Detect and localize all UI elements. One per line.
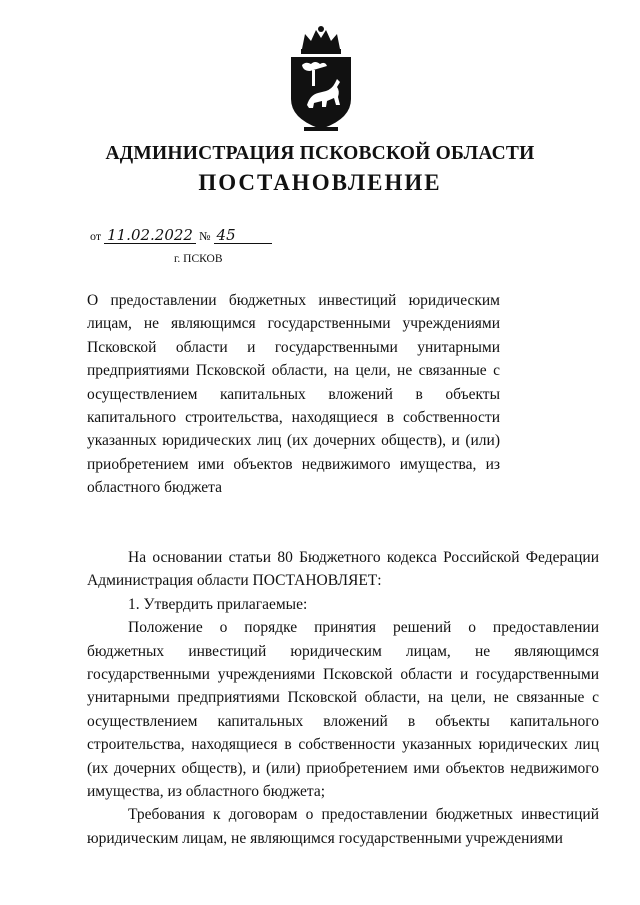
document-body bbox=[87, 546, 599, 850]
body-paragraph-item1: 1. Утвердить прилагаемые: bbox=[128, 595, 308, 613]
document-type-title: ПОСТАНОВЛЕНИЕ bbox=[198, 170, 442, 195]
document-subject: О предоставлении бюджетных инвестиций юридическим лицам, не являющимся государственными учреждениями Псковской области и государственными унитарными предприятиями Псковской области, на цели, не связанные с осуществлением капитальных вложений в объекты капитального строительства, находящиеся в собственности указанных юридических лиц (их дочерних обществ), и (или) приобретением ими объектов недвижимого имущества, из областного бюджета bbox=[87, 292, 500, 497]
body-paragraph-intro: На основании статьи 80 Бюджетного кодекса Российской Федерации Администрация области ПОСТАНОВЛЯЕТ: bbox=[87, 549, 599, 590]
city-label: г. ПСКОВ bbox=[174, 253, 223, 265]
date-number-line bbox=[90, 227, 272, 244]
document-number: 45 bbox=[214, 227, 272, 244]
coat-of-arms-icon bbox=[280, 25, 362, 133]
organization-title: АДМИНИСТРАЦИЯ ПСКОВСКОЙ ОБЛАСТИ bbox=[105, 143, 535, 164]
number-label: № bbox=[199, 229, 211, 243]
body-paragraph-item1-b: Требования к договорам о предоставлении бюджетных инвестиций юридическим лицам, не являющимся государственными учреждениями bbox=[87, 806, 599, 847]
body-paragraph-item1-a: Положение о порядке принятия решений о предоставлении бюджетных инвестиций юридическим лицам, не являющимся государственными учреждениями Псковской области и государственными унитарными предприятиями Псковской области, на цели, не связанные с осуществлением капитальных вложений в объекты капитального строительства, находящиеся в собственности указанных юридических лиц (их дочерних обществ), и (или) приобретением ими объектов недвижимого имущества, из областного бюджета; bbox=[87, 619, 599, 801]
document-date: 11.02.2022 bbox=[104, 227, 196, 244]
from-label: от bbox=[90, 229, 102, 243]
